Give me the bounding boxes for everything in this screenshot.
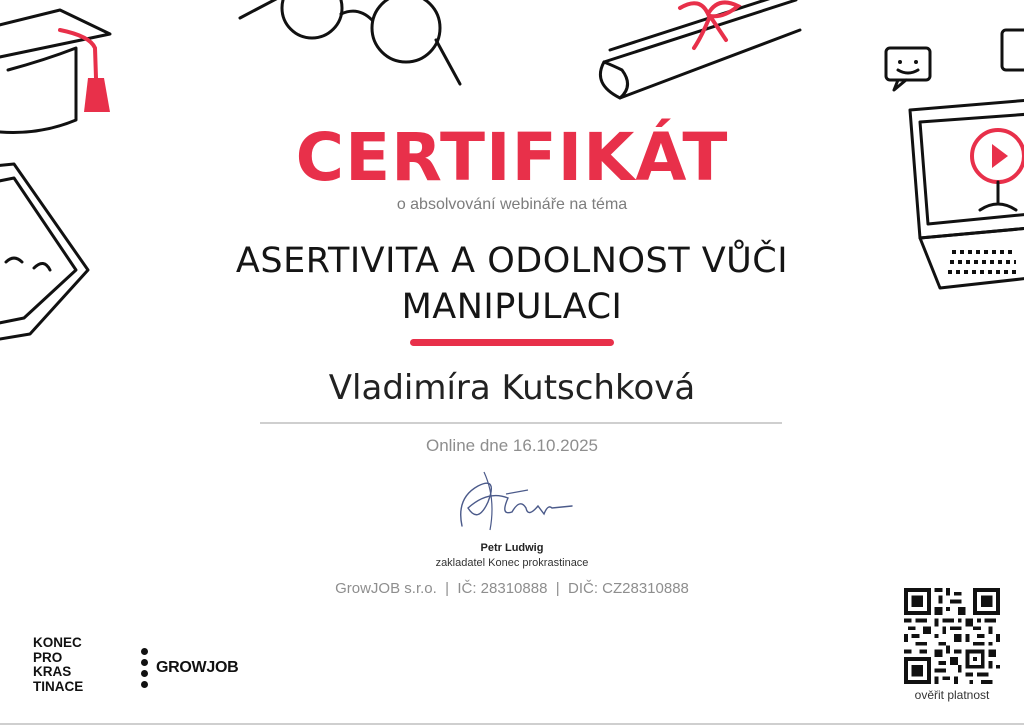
konec-logo-line2: PRO <box>33 649 63 665</box>
konec-logo-line3: KRAS <box>33 664 72 679</box>
accent-divider <box>410 339 614 346</box>
growjob-logo-text: GROWJOB <box>156 659 239 676</box>
growjob-dots-icon <box>140 648 150 688</box>
glasses-icon <box>238 0 468 92</box>
diploma-scroll-icon <box>590 0 810 110</box>
konec-logo-line1: KONEC <box>33 635 82 650</box>
verify-validity-label: ověřit platnost <box>914 688 990 702</box>
name-underline <box>260 422 782 424</box>
webinar-topic <box>0 238 1024 330</box>
webinar-topic-line2: MANIPULACI <box>401 287 623 327</box>
signature <box>448 468 578 534</box>
webinar-topic-line1: ASERTIVITA A ODOLNOST VŮČI <box>235 241 789 281</box>
certificate-subtitle: o absolvování webináře na téma <box>396 196 628 213</box>
growjob-logo <box>140 648 238 688</box>
webinar-date: Online dne 16.10.2025 <box>425 436 599 455</box>
certificate-title: CERTIFIKÁT <box>295 119 729 196</box>
konec-logo-line4: TINACE <box>33 678 84 694</box>
company-info: GrowJOB s.r.o. | IČ: 28310888 | DIČ: CZ28310888 <box>335 580 689 597</box>
signer-name: Petr Ludwig <box>480 542 544 554</box>
qr-code[interactable] <box>904 588 1000 684</box>
konec-prokrastinace-logo <box>33 636 83 694</box>
page-bottom-border <box>0 723 1024 725</box>
signer-role: zakladatel Konec prokrastinace <box>435 557 589 569</box>
recipient-name: Vladimíra Kutschková <box>328 368 696 408</box>
